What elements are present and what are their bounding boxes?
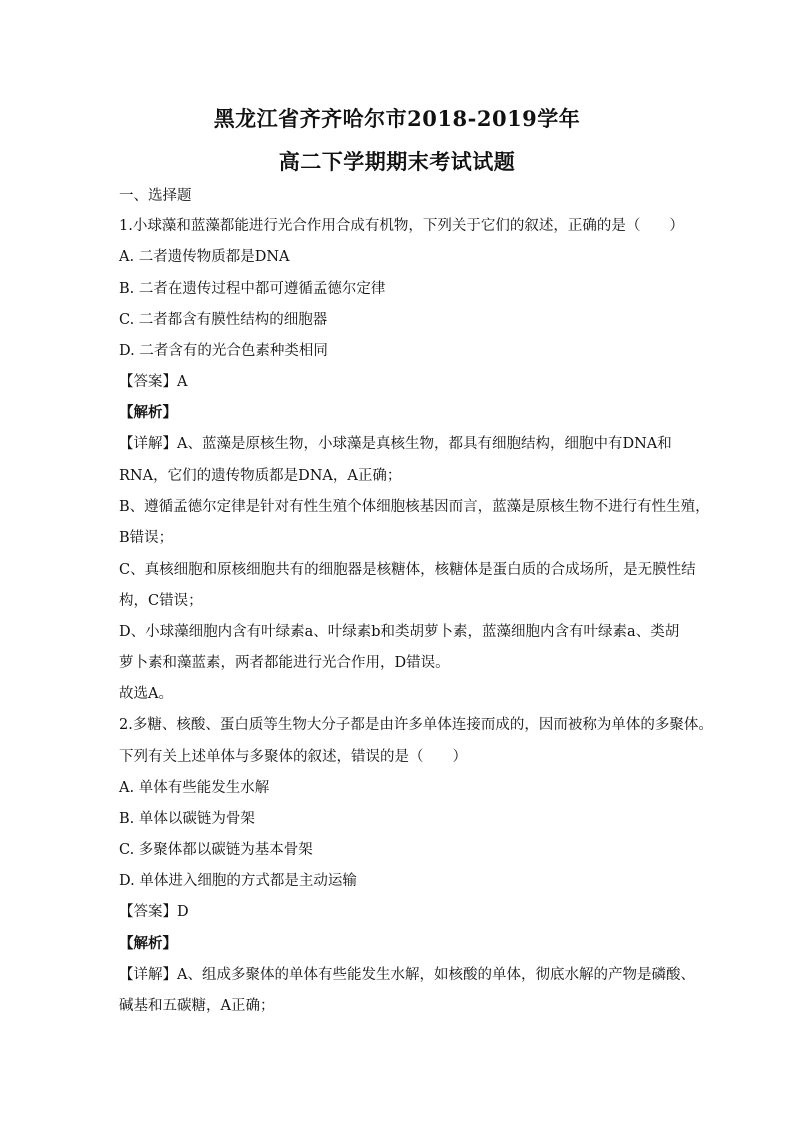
- question-2-detail-line: 碱基和五碳糖，A正确；: [119, 998, 275, 1014]
- question-1-detail-line: C、真核细胞和原核细胞共有的细胞器是核糖体，核糖体是蛋白质的合成场所，是无膜性结: [119, 562, 696, 578]
- section-label: 一、选择题: [119, 188, 192, 204]
- question-1-stem: 1.小球藻和蓝藻都能进行光合作用合成有机物，下列关于它们的叙述，正确的是（ ）: [119, 218, 684, 234]
- question-2-answer: 【答案】D: [119, 904, 189, 920]
- question-1-option-a: A. 二者遗传物质都是DNA: [119, 249, 290, 265]
- exam-title-line1: 黑龙江省齐齐哈尔市2018-2019学年: [213, 106, 581, 131]
- question-1-detail-line: RNA，它们的遗传物质都是DNA，A正确；: [119, 468, 402, 484]
- question-1-detail-line: 【详解】A、蓝藻是原核生物，小球藻是真核生物，都具有细胞结构，细胞中有DNA和: [119, 436, 672, 452]
- question-1-detail-line: B、遵循孟德尔定律是针对有性生殖个体细胞核基因而言，蓝藻是原核生物不进行有性生殖，: [119, 499, 710, 515]
- question-1-option-d: D. 二者含有的光合色素种类相同: [119, 343, 328, 359]
- question-2-option-c: C. 多聚体都以碳链为基本骨架: [119, 842, 313, 858]
- question-1-detail-line: 故选A。: [119, 686, 173, 702]
- question-2-stem-line: 下列有关上述单体与多聚体的叙述，错误的是（ ）: [119, 749, 467, 765]
- question-1-detail-line: D、小球藻细胞内含有叶绿素a、叶绿素b和类胡萝卜素，蓝藻细胞内含有叶绿素a、类胡: [119, 624, 680, 640]
- question-1-detail-line: 构，C错误；: [119, 593, 203, 609]
- question-2-option-d: D. 单体进入细胞的方式都是主动运输: [119, 873, 357, 889]
- question-1-detail-line: B错误；: [119, 530, 174, 546]
- question-2-option-a: A. 单体有些能发生水解: [119, 780, 270, 796]
- question-1-option-b: B. 二者在遗传过程中都可遵循孟德尔定律: [119, 281, 386, 297]
- exam-title-line2: 高二下学期期末考试试题: [278, 149, 516, 174]
- question-2-option-b: B. 单体以碳链为骨架: [119, 811, 255, 827]
- question-1-option-c: C. 二者都含有膜性结构的细胞器: [119, 312, 328, 328]
- question-2-analysis-label: 【解析】: [119, 935, 177, 952]
- question-2-stem-line: 2.多糖、核酸、蛋白质等生物大分子都是由许多单体连接而成的，因而被称为单体的多聚体。: [119, 717, 713, 733]
- question-1-analysis-label: 【解析】: [119, 404, 177, 421]
- question-1-detail-line: 萝卜素和藻蓝素，两者都能进行光合作用，D错误。: [119, 655, 450, 671]
- question-2-detail-line: 【详解】A、组成多聚体的单体有些能发生水解，如核酸的单体，彻底水解的产物是磷酸、: [119, 967, 695, 983]
- question-1-answer: 【答案】A: [119, 374, 188, 390]
